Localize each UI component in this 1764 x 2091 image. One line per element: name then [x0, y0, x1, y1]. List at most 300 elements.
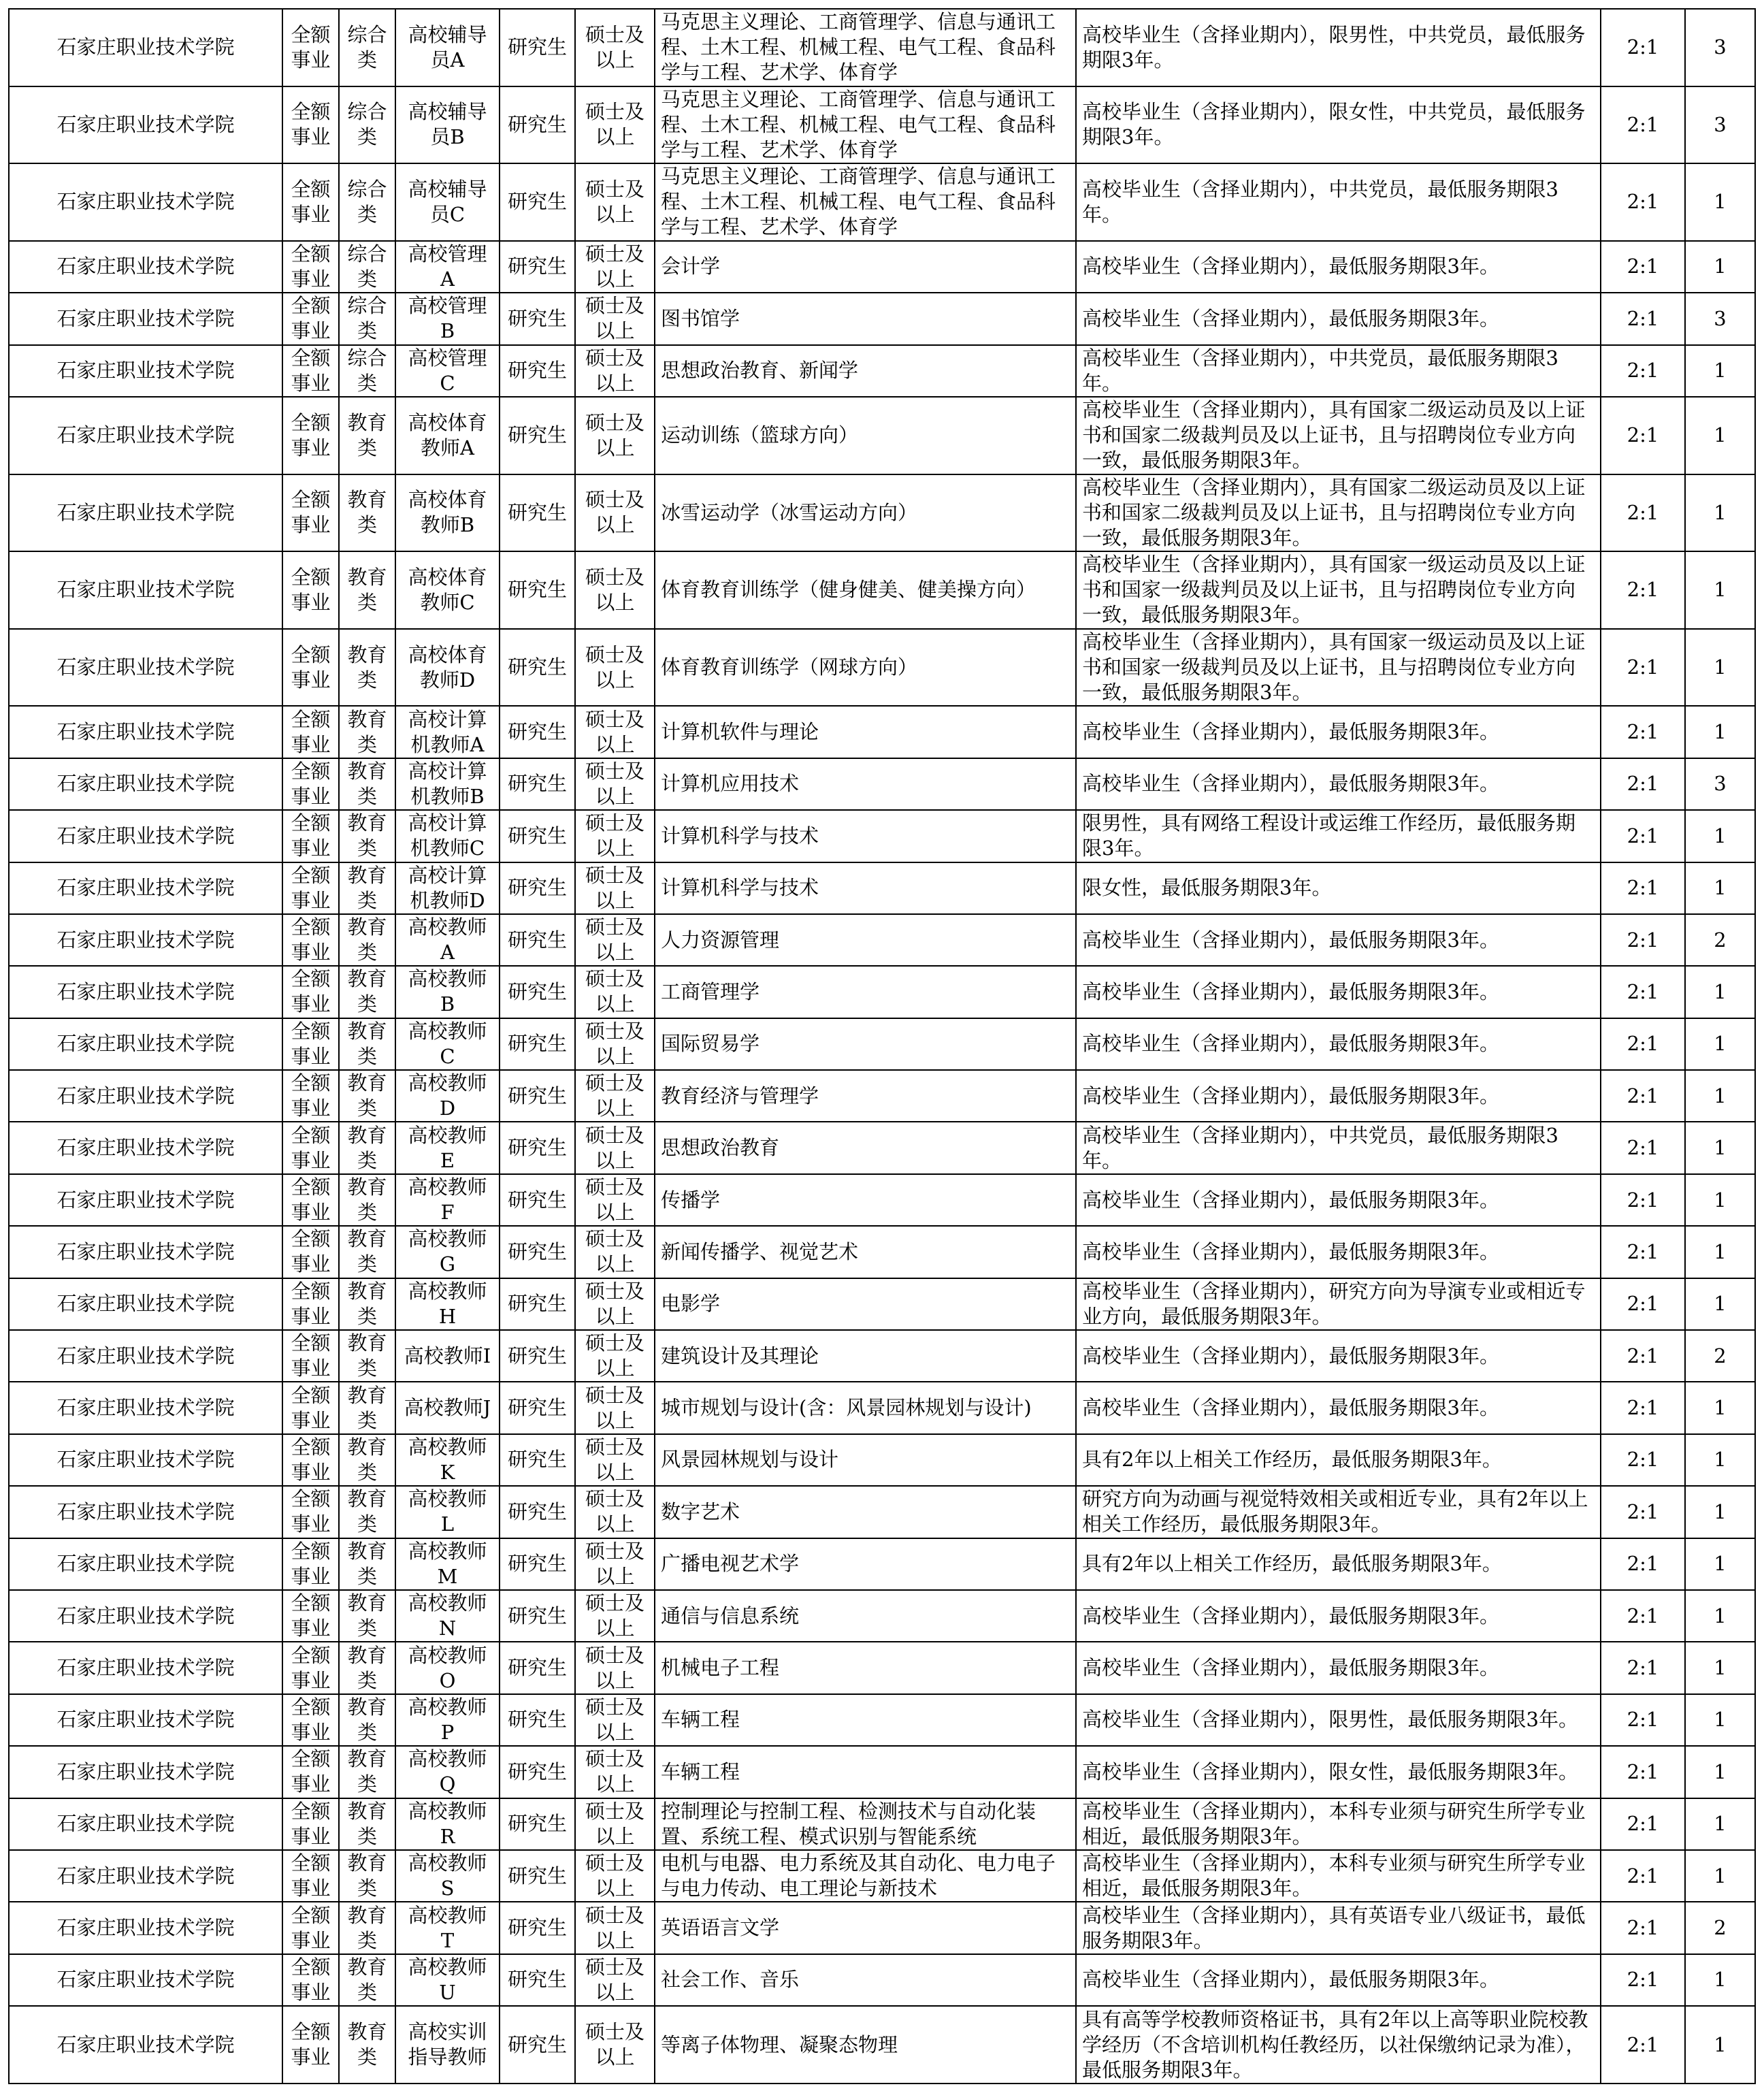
funding-type-cell: 全额事业 — [282, 1174, 339, 1226]
position-cell: 高校管理B — [395, 293, 500, 344]
table-row — [9, 1902, 1755, 1954]
count-cell: 1 — [1685, 163, 1755, 241]
major-cell: 计算机应用技术 — [655, 758, 1076, 810]
count-cell: 3 — [1685, 293, 1755, 344]
degree-cell: 硕士及以上 — [575, 1538, 655, 1590]
requirements-cell: 高校毕业生（含择业期内），中共党员，最低服务期限3年。 — [1076, 163, 1601, 241]
count-cell: 3 — [1685, 758, 1755, 810]
count-cell: 1 — [1685, 1538, 1755, 1590]
degree-cell: 硕士及以上 — [575, 2006, 655, 2084]
ratio-cell: 2:1 — [1601, 862, 1685, 914]
education-cell: 研究生 — [500, 397, 575, 474]
table-row — [9, 2006, 1755, 2084]
category-cell: 综合类 — [339, 293, 395, 344]
unit-cell: 石家庄职业技术学院 — [9, 1070, 282, 1122]
table-row — [9, 862, 1755, 914]
requirements-cell: 高校毕业生（含择业期内），最低服务期限3年。 — [1076, 1070, 1601, 1122]
major-cell: 电影学 — [655, 1278, 1076, 1330]
table-row — [9, 1954, 1755, 2006]
position-cell: 高校教师G — [395, 1226, 500, 1278]
major-cell: 马克思主义理论、工商管理学、信息与通讯工程、土木工程、机械工程、电气工程、食品科学与工程、艺术学、体育学 — [655, 86, 1076, 164]
ratio-cell: 2:1 — [1601, 86, 1685, 164]
count-cell: 1 — [1685, 1694, 1755, 1746]
table-row — [9, 474, 1755, 552]
ratio-cell: 2:1 — [1601, 1330, 1685, 1382]
funding-type-cell: 全额事业 — [282, 293, 339, 344]
ratio-cell: 2:1 — [1601, 345, 1685, 397]
degree-cell: 硕士及以上 — [575, 810, 655, 862]
table-row — [9, 758, 1755, 810]
degree-cell: 硕士及以上 — [575, 163, 655, 241]
requirements-cell: 具有2年以上相关工作经历，最低服务期限3年。 — [1076, 1434, 1601, 1486]
major-cell: 计算机科学与技术 — [655, 862, 1076, 914]
degree-cell: 硕士及以上 — [575, 1382, 655, 1433]
major-cell: 新闻传播学、视觉艺术 — [655, 1226, 1076, 1278]
requirements-cell: 研究方向为动画与视觉特效相关或相近专业，具有2年以上相关工作经历，最低服务期限3年。 — [1076, 1486, 1601, 1538]
table-row — [9, 706, 1755, 758]
unit-cell: 石家庄职业技术学院 — [9, 86, 282, 164]
ratio-cell: 2:1 — [1601, 629, 1685, 707]
table-row — [9, 293, 1755, 344]
count-cell: 2 — [1685, 914, 1755, 966]
position-cell: 高校教师K — [395, 1434, 500, 1486]
unit-cell: 石家庄职业技术学院 — [9, 163, 282, 241]
unit-cell: 石家庄职业技术学院 — [9, 914, 282, 966]
category-cell: 教育类 — [339, 966, 395, 1018]
table-row — [9, 1018, 1755, 1070]
category-cell: 综合类 — [339, 241, 395, 293]
education-cell: 研究生 — [500, 1850, 575, 1902]
requirements-cell: 高校毕业生（含择业期内），最低服务期限3年。 — [1076, 1018, 1601, 1070]
count-cell: 1 — [1685, 1486, 1755, 1538]
table-row — [9, 1694, 1755, 1746]
degree-cell: 硕士及以上 — [575, 86, 655, 164]
major-cell: 计算机科学与技术 — [655, 810, 1076, 862]
requirements-cell: 限女性，最低服务期限3年。 — [1076, 862, 1601, 914]
major-cell: 会计学 — [655, 241, 1076, 293]
table-row — [9, 163, 1755, 241]
education-cell: 研究生 — [500, 1226, 575, 1278]
major-cell: 数字艺术 — [655, 1486, 1076, 1538]
count-cell: 1 — [1685, 1434, 1755, 1486]
education-cell: 研究生 — [500, 1590, 575, 1642]
position-cell: 高校教师P — [395, 1694, 500, 1746]
major-cell: 体育教育训练学（网球方向） — [655, 629, 1076, 707]
degree-cell: 硕士及以上 — [575, 551, 655, 629]
unit-cell: 石家庄职业技术学院 — [9, 1954, 282, 2006]
job-table-body — [9, 9, 1755, 2084]
requirements-cell: 高校毕业生（含择业期内），限男性，最低服务期限3年。 — [1076, 1694, 1601, 1746]
ratio-cell: 2:1 — [1601, 706, 1685, 758]
requirements-cell: 高校毕业生（含择业期内），具有国家二级运动员及以上证书和国家二级裁判员及以上证书，且与招聘岗位专业方向一致，最低服务期限3年。 — [1076, 397, 1601, 474]
category-cell: 教育类 — [339, 1746, 395, 1798]
ratio-cell: 2:1 — [1601, 293, 1685, 344]
requirements-cell: 高校毕业生（含择业期内），本科专业须与研究生所学专业相近，最低服务期限3年。 — [1076, 1850, 1601, 1902]
funding-type-cell: 全额事业 — [282, 706, 339, 758]
category-cell: 教育类 — [339, 1122, 395, 1173]
funding-type-cell: 全额事业 — [282, 1746, 339, 1798]
count-cell: 1 — [1685, 345, 1755, 397]
ratio-cell: 2:1 — [1601, 2006, 1685, 2084]
major-cell: 社会工作、音乐 — [655, 1954, 1076, 2006]
education-cell: 研究生 — [500, 1434, 575, 1486]
major-cell: 思想政治教育、新闻学 — [655, 345, 1076, 397]
education-cell: 研究生 — [500, 345, 575, 397]
education-cell: 研究生 — [500, 1070, 575, 1122]
funding-type-cell: 全额事业 — [282, 1486, 339, 1538]
table-row — [9, 1070, 1755, 1122]
position-cell: 高校教师J — [395, 1382, 500, 1433]
funding-type-cell: 全额事业 — [282, 397, 339, 474]
degree-cell: 硕士及以上 — [575, 1694, 655, 1746]
education-cell: 研究生 — [500, 241, 575, 293]
count-cell: 1 — [1685, 1018, 1755, 1070]
funding-type-cell: 全额事业 — [282, 2006, 339, 2084]
requirements-cell: 高校毕业生（含择业期内），研究方向为导演专业或相近专业方向，最低服务期限3年。 — [1076, 1278, 1601, 1330]
degree-cell: 硕士及以上 — [575, 1278, 655, 1330]
position-cell: 高校计算机教师D — [395, 862, 500, 914]
requirements-cell: 高校毕业生（含择业期内），最低服务期限3年。 — [1076, 1174, 1601, 1226]
ratio-cell: 2:1 — [1601, 1902, 1685, 1954]
funding-type-cell: 全额事业 — [282, 1694, 339, 1746]
ratio-cell: 2:1 — [1601, 1642, 1685, 1693]
category-cell: 教育类 — [339, 706, 395, 758]
count-cell: 1 — [1685, 1746, 1755, 1798]
position-cell: 高校体育教师B — [395, 474, 500, 552]
position-cell: 高校计算机教师C — [395, 810, 500, 862]
unit-cell: 石家庄职业技术学院 — [9, 1850, 282, 1902]
education-cell: 研究生 — [500, 2006, 575, 2084]
ratio-cell: 2:1 — [1601, 163, 1685, 241]
education-cell: 研究生 — [500, 9, 575, 86]
funding-type-cell: 全额事业 — [282, 1590, 339, 1642]
degree-cell: 硕士及以上 — [575, 293, 655, 344]
requirements-cell: 高校毕业生（含择业期内），最低服务期限3年。 — [1076, 1954, 1601, 2006]
category-cell: 教育类 — [339, 1382, 395, 1433]
unit-cell: 石家庄职业技术学院 — [9, 241, 282, 293]
category-cell: 教育类 — [339, 1434, 395, 1486]
unit-cell: 石家庄职业技术学院 — [9, 1642, 282, 1693]
major-cell: 马克思主义理论、工商管理学、信息与通讯工程、土木工程、机械工程、电气工程、食品科学与工程、艺术学、体育学 — [655, 163, 1076, 241]
education-cell: 研究生 — [500, 293, 575, 344]
unit-cell: 石家庄职业技术学院 — [9, 758, 282, 810]
category-cell: 教育类 — [339, 629, 395, 707]
major-cell: 车辆工程 — [655, 1694, 1076, 1746]
table-row — [9, 1382, 1755, 1433]
requirements-cell: 高校毕业生（含择业期内），最低服务期限3年。 — [1076, 1330, 1601, 1382]
education-cell: 研究生 — [500, 810, 575, 862]
table-row — [9, 1850, 1755, 1902]
education-cell: 研究生 — [500, 1694, 575, 1746]
education-cell: 研究生 — [500, 758, 575, 810]
education-cell: 研究生 — [500, 862, 575, 914]
degree-cell: 硕士及以上 — [575, 1070, 655, 1122]
position-cell: 高校教师S — [395, 1850, 500, 1902]
count-cell: 2 — [1685, 1902, 1755, 1954]
requirements-cell: 高校毕业生（含择业期内），最低服务期限3年。 — [1076, 966, 1601, 1018]
funding-type-cell: 全额事业 — [282, 810, 339, 862]
unit-cell: 石家庄职业技术学院 — [9, 1382, 282, 1433]
category-cell: 教育类 — [339, 862, 395, 914]
unit-cell: 石家庄职业技术学院 — [9, 862, 282, 914]
degree-cell: 硕士及以上 — [575, 474, 655, 552]
category-cell: 教育类 — [339, 1174, 395, 1226]
category-cell: 教育类 — [339, 397, 395, 474]
category-cell: 教育类 — [339, 1070, 395, 1122]
count-cell: 3 — [1685, 9, 1755, 86]
education-cell: 研究生 — [500, 86, 575, 164]
degree-cell: 硕士及以上 — [575, 1798, 655, 1850]
ratio-cell: 2:1 — [1601, 1382, 1685, 1433]
requirements-cell: 高校毕业生（含择业期内），具有英语专业八级证书，最低服务期限3年。 — [1076, 1902, 1601, 1954]
category-cell: 教育类 — [339, 1798, 395, 1850]
category-cell: 教育类 — [339, 1954, 395, 2006]
requirements-cell: 高校毕业生（含择业期内），中共党员，最低服务期限3年。 — [1076, 1122, 1601, 1173]
degree-cell: 硕士及以上 — [575, 1954, 655, 2006]
position-cell: 高校教师I — [395, 1330, 500, 1382]
degree-cell: 硕士及以上 — [575, 1122, 655, 1173]
unit-cell: 石家庄职业技术学院 — [9, 966, 282, 1018]
category-cell: 教育类 — [339, 1538, 395, 1590]
requirements-cell: 高校毕业生（含择业期内），最低服务期限3年。 — [1076, 914, 1601, 966]
unit-cell: 石家庄职业技术学院 — [9, 345, 282, 397]
funding-type-cell: 全额事业 — [282, 474, 339, 552]
table-row — [9, 1746, 1755, 1798]
degree-cell: 硕士及以上 — [575, 862, 655, 914]
position-cell: 高校教师A — [395, 914, 500, 966]
degree-cell: 硕士及以上 — [575, 1642, 655, 1693]
funding-type-cell: 全额事业 — [282, 1954, 339, 2006]
position-cell: 高校教师T — [395, 1902, 500, 1954]
count-cell: 1 — [1685, 551, 1755, 629]
count-cell: 1 — [1685, 1174, 1755, 1226]
degree-cell: 硕士及以上 — [575, 706, 655, 758]
unit-cell: 石家庄职业技术学院 — [9, 1486, 282, 1538]
table-row — [9, 810, 1755, 862]
ratio-cell: 2:1 — [1601, 1226, 1685, 1278]
unit-cell: 石家庄职业技术学院 — [9, 397, 282, 474]
requirements-cell: 高校毕业生（含择业期内），具有国家一级运动员及以上证书和国家一级裁判员及以上证书，且与招聘岗位专业方向一致，最低服务期限3年。 — [1076, 551, 1601, 629]
major-cell: 马克思主义理论、工商管理学、信息与通讯工程、土木工程、机械工程、电气工程、食品科学与工程、艺术学、体育学 — [655, 9, 1076, 86]
position-cell: 高校教师E — [395, 1122, 500, 1173]
requirements-cell: 高校毕业生（含择业期内），最低服务期限3年。 — [1076, 1226, 1601, 1278]
education-cell: 研究生 — [500, 163, 575, 241]
education-cell: 研究生 — [500, 706, 575, 758]
funding-type-cell: 全额事业 — [282, 914, 339, 966]
unit-cell: 石家庄职业技术学院 — [9, 9, 282, 86]
major-cell: 国际贸易学 — [655, 1018, 1076, 1070]
funding-type-cell: 全额事业 — [282, 9, 339, 86]
requirements-cell: 具有高等学校教师资格证书，具有2年以上高等职业院校教学经历（不含培训机构任教经历，以社保缴纳记录为准），最低服务期限3年。 — [1076, 2006, 1601, 2084]
position-cell: 高校辅导员A — [395, 9, 500, 86]
position-cell: 高校教师Q — [395, 1746, 500, 1798]
education-cell: 研究生 — [500, 1122, 575, 1173]
major-cell: 控制理论与控制工程、检测技术与自动化装置、系统工程、模式识别与智能系统 — [655, 1798, 1076, 1850]
funding-type-cell: 全额事业 — [282, 1226, 339, 1278]
degree-cell: 硕士及以上 — [575, 966, 655, 1018]
degree-cell: 硕士及以上 — [575, 345, 655, 397]
major-cell: 电机与电器、电力系统及其自动化、电力电子与电力传动、电工理论与新技术 — [655, 1850, 1076, 1902]
funding-type-cell: 全额事业 — [282, 86, 339, 164]
requirements-cell: 高校毕业生（含择业期内），最低服务期限3年。 — [1076, 293, 1601, 344]
position-cell: 高校实训指导教师 — [395, 2006, 500, 2084]
major-cell: 广播电视艺术学 — [655, 1538, 1076, 1590]
position-cell: 高校教师O — [395, 1642, 500, 1693]
category-cell: 教育类 — [339, 1486, 395, 1538]
unit-cell: 石家庄职业技术学院 — [9, 1538, 282, 1590]
table-row — [9, 1486, 1755, 1538]
major-cell: 工商管理学 — [655, 966, 1076, 1018]
degree-cell: 硕士及以上 — [575, 397, 655, 474]
position-cell: 高校体育教师C — [395, 551, 500, 629]
ratio-cell: 2:1 — [1601, 397, 1685, 474]
count-cell: 1 — [1685, 1850, 1755, 1902]
count-cell: 1 — [1685, 706, 1755, 758]
table-row — [9, 629, 1755, 707]
major-cell: 通信与信息系统 — [655, 1590, 1076, 1642]
count-cell: 1 — [1685, 2006, 1755, 2084]
degree-cell: 硕士及以上 — [575, 1486, 655, 1538]
count-cell: 1 — [1685, 397, 1755, 474]
ratio-cell: 2:1 — [1601, 1850, 1685, 1902]
degree-cell: 硕士及以上 — [575, 1902, 655, 1954]
funding-type-cell: 全额事业 — [282, 241, 339, 293]
degree-cell: 硕士及以上 — [575, 1330, 655, 1382]
count-cell: 1 — [1685, 1798, 1755, 1850]
requirements-cell: 限男性，具有网络工程设计或运维工作经历，最低服务期限3年。 — [1076, 810, 1601, 862]
table-row — [9, 1798, 1755, 1850]
requirements-cell: 高校毕业生（含择业期内），中共党员，最低服务期限3年。 — [1076, 345, 1601, 397]
unit-cell: 石家庄职业技术学院 — [9, 2006, 282, 2084]
major-cell: 英语语言文学 — [655, 1902, 1076, 1954]
category-cell: 教育类 — [339, 1902, 395, 1954]
category-cell: 教育类 — [339, 1330, 395, 1382]
requirements-cell: 高校毕业生（含择业期内），具有国家二级运动员及以上证书和国家二级裁判员及以上证书，且与招聘岗位专业方向一致，最低服务期限3年。 — [1076, 474, 1601, 552]
education-cell: 研究生 — [500, 1278, 575, 1330]
education-cell: 研究生 — [500, 1642, 575, 1693]
requirements-cell: 高校毕业生（含择业期内），限男性，中共党员，最低服务期限3年。 — [1076, 9, 1601, 86]
category-cell: 教育类 — [339, 914, 395, 966]
category-cell: 教育类 — [339, 1278, 395, 1330]
degree-cell: 硕士及以上 — [575, 914, 655, 966]
requirements-cell: 高校毕业生（含择业期内），最低服务期限3年。 — [1076, 758, 1601, 810]
position-cell: 高校教师M — [395, 1538, 500, 1590]
category-cell: 教育类 — [339, 474, 395, 552]
category-cell: 教育类 — [339, 810, 395, 862]
count-cell: 1 — [1685, 810, 1755, 862]
position-cell: 高校管理A — [395, 241, 500, 293]
degree-cell: 硕士及以上 — [575, 1018, 655, 1070]
requirements-cell: 高校毕业生（含择业期内），最低服务期限3年。 — [1076, 1590, 1601, 1642]
major-cell: 计算机软件与理论 — [655, 706, 1076, 758]
table-row — [9, 1538, 1755, 1590]
ratio-cell: 2:1 — [1601, 966, 1685, 1018]
unit-cell: 石家庄职业技术学院 — [9, 1434, 282, 1486]
major-cell: 车辆工程 — [655, 1746, 1076, 1798]
category-cell: 综合类 — [339, 86, 395, 164]
ratio-cell: 2:1 — [1601, 1486, 1685, 1538]
education-cell: 研究生 — [500, 1798, 575, 1850]
requirements-cell: 高校毕业生（含择业期内），限女性，中共党员，最低服务期限3年。 — [1076, 86, 1601, 164]
education-cell: 研究生 — [500, 551, 575, 629]
count-cell: 1 — [1685, 966, 1755, 1018]
table-row — [9, 914, 1755, 966]
unit-cell: 石家庄职业技术学院 — [9, 1174, 282, 1226]
education-cell: 研究生 — [500, 1382, 575, 1433]
ratio-cell: 2:1 — [1601, 758, 1685, 810]
ratio-cell: 2:1 — [1601, 241, 1685, 293]
position-cell: 高校体育教师A — [395, 397, 500, 474]
requirements-cell: 高校毕业生（含择业期内），最低服务期限3年。 — [1076, 1642, 1601, 1693]
position-cell: 高校管理C — [395, 345, 500, 397]
education-cell: 研究生 — [500, 1902, 575, 1954]
unit-cell: 石家庄职业技术学院 — [9, 1590, 282, 1642]
funding-type-cell: 全额事业 — [282, 345, 339, 397]
unit-cell: 石家庄职业技术学院 — [9, 1330, 282, 1382]
degree-cell: 硕士及以上 — [575, 241, 655, 293]
count-cell: 1 — [1685, 1954, 1755, 2006]
education-cell: 研究生 — [500, 474, 575, 552]
count-cell: 2 — [1685, 1330, 1755, 1382]
education-cell: 研究生 — [500, 1538, 575, 1590]
ratio-cell: 2:1 — [1601, 810, 1685, 862]
ratio-cell: 2:1 — [1601, 1278, 1685, 1330]
count-cell: 1 — [1685, 1642, 1755, 1693]
category-cell: 综合类 — [339, 9, 395, 86]
major-cell: 教育经济与管理学 — [655, 1070, 1076, 1122]
position-cell: 高校辅导员B — [395, 86, 500, 164]
unit-cell: 石家庄职业技术学院 — [9, 1902, 282, 1954]
unit-cell: 石家庄职业技术学院 — [9, 1226, 282, 1278]
funding-type-cell: 全额事业 — [282, 1330, 339, 1382]
unit-cell: 石家庄职业技术学院 — [9, 810, 282, 862]
unit-cell: 石家庄职业技术学院 — [9, 293, 282, 344]
requirements-cell: 高校毕业生（含择业期内），最低服务期限3年。 — [1076, 241, 1601, 293]
unit-cell: 石家庄职业技术学院 — [9, 1122, 282, 1173]
position-cell: 高校计算机教师B — [395, 758, 500, 810]
major-cell: 传播学 — [655, 1174, 1076, 1226]
count-cell: 1 — [1685, 474, 1755, 552]
job-table — [8, 8, 1756, 2084]
ratio-cell: 2:1 — [1601, 1018, 1685, 1070]
category-cell: 教育类 — [339, 1226, 395, 1278]
table-row — [9, 1278, 1755, 1330]
table-row — [9, 966, 1755, 1018]
count-cell: 1 — [1685, 1382, 1755, 1433]
education-cell: 研究生 — [500, 1330, 575, 1382]
position-cell: 高校教师C — [395, 1018, 500, 1070]
unit-cell: 石家庄职业技术学院 — [9, 1798, 282, 1850]
unit-cell: 石家庄职业技术学院 — [9, 1746, 282, 1798]
category-cell: 教育类 — [339, 551, 395, 629]
education-cell: 研究生 — [500, 1486, 575, 1538]
major-cell: 思想政治教育 — [655, 1122, 1076, 1173]
funding-type-cell: 全额事业 — [282, 1902, 339, 1954]
education-cell: 研究生 — [500, 1018, 575, 1070]
funding-type-cell: 全额事业 — [282, 1278, 339, 1330]
count-cell: 1 — [1685, 241, 1755, 293]
table-row — [9, 9, 1755, 86]
funding-type-cell: 全额事业 — [282, 1070, 339, 1122]
major-cell: 运动训练（篮球方向） — [655, 397, 1076, 474]
table-row — [9, 241, 1755, 293]
ratio-cell: 2:1 — [1601, 1694, 1685, 1746]
unit-cell: 石家庄职业技术学院 — [9, 551, 282, 629]
ratio-cell: 2:1 — [1601, 1538, 1685, 1590]
funding-type-cell: 全额事业 — [282, 1122, 339, 1173]
position-cell: 高校教师R — [395, 1798, 500, 1850]
unit-cell: 石家庄职业技术学院 — [9, 1018, 282, 1070]
